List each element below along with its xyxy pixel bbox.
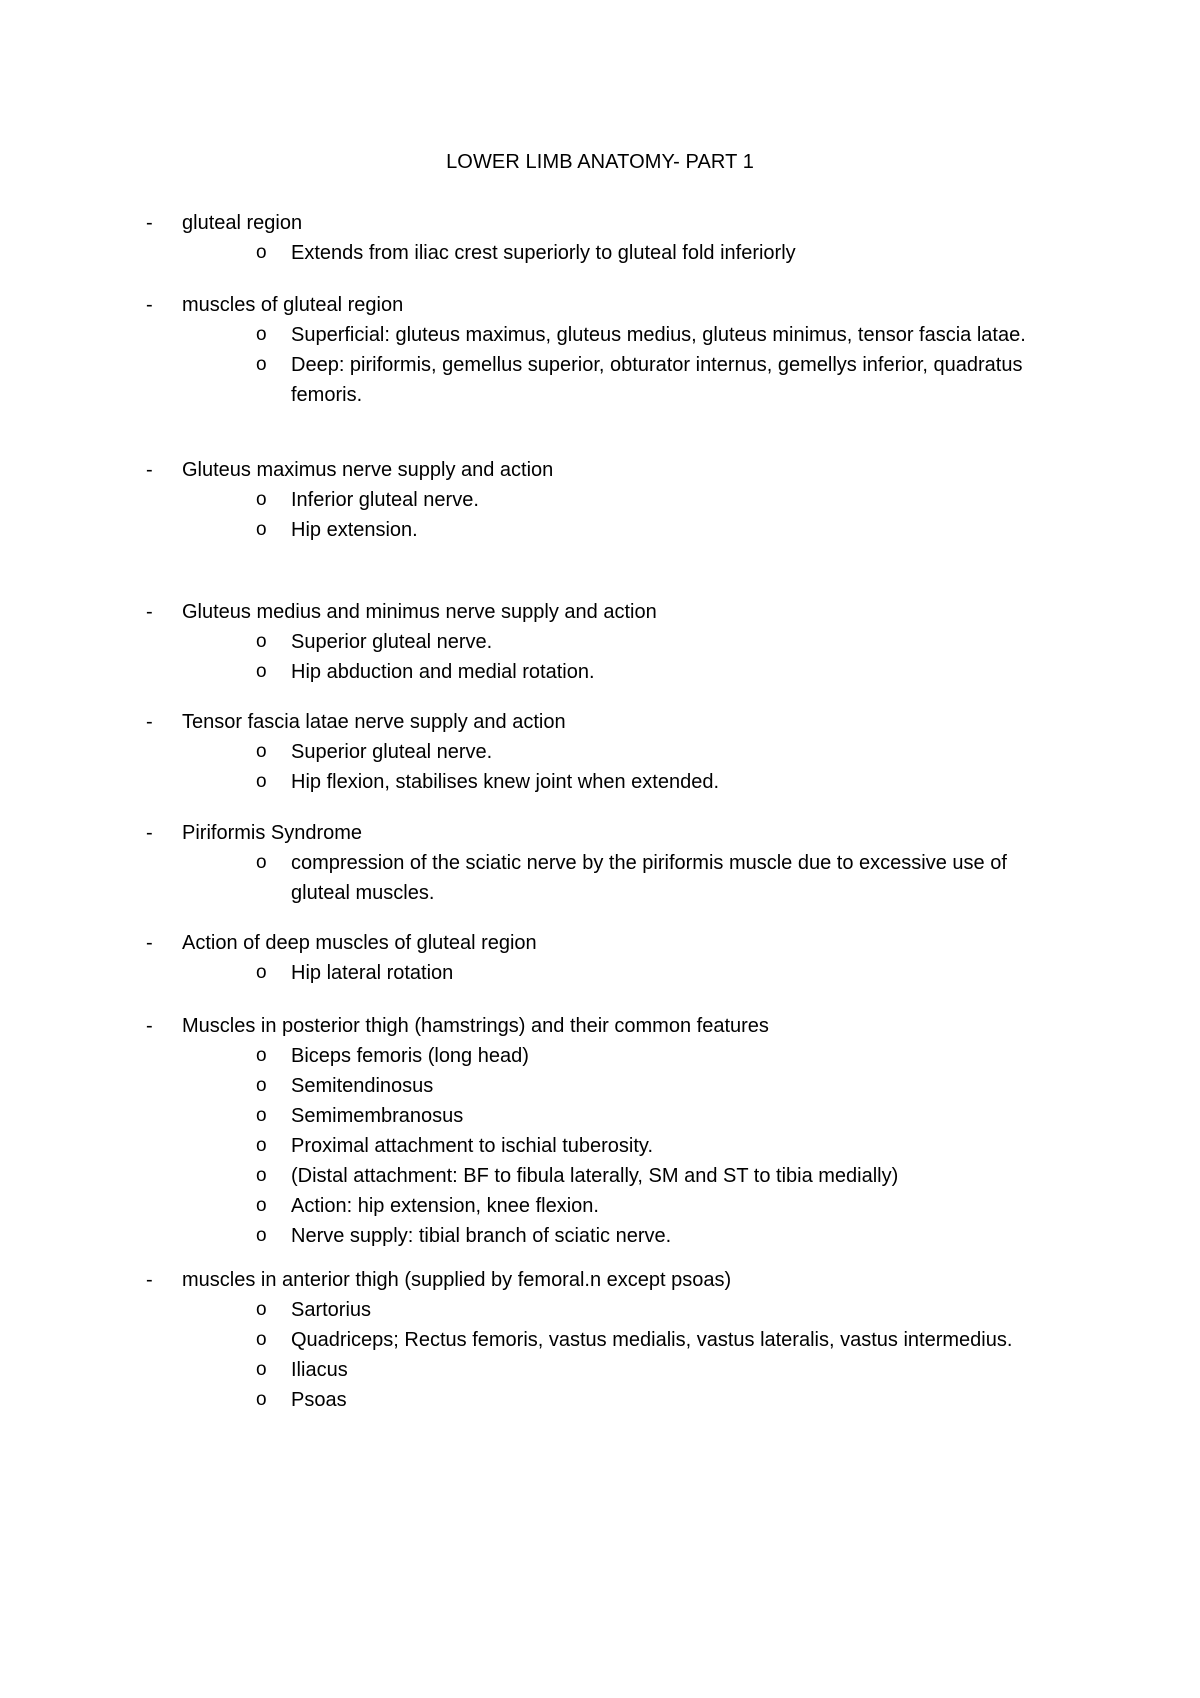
section-heading-text: gluteal region [182,212,303,234]
list-item [0,1191,1200,1221]
dash-bullet: - [146,459,153,481]
dash-bullet: - [146,212,153,234]
section [0,928,1200,988]
list-item [0,657,1200,687]
dash-bullet: - [146,822,153,844]
list-item-text: Quadriceps; Rectus femoris, vastus medialis, vastus lateralis, vastus intermedius. [291,1329,1013,1351]
circle-bullet: o [256,1135,267,1156]
section [0,1011,1200,1251]
list-item-text: Deep: piriformis, gemellus superior, obturator internus, gemellys inferior, quadratus femoris. [291,354,1023,406]
list-item [0,1221,1200,1251]
list-item-text: Superficial: gluteus maximus, gluteus medius, gluteus minimus, tensor fascia latae. [291,324,1026,346]
section [0,290,1200,410]
section-heading [0,707,1200,737]
section-heading [0,597,1200,627]
dash-bullet: - [146,1269,153,1291]
section-heading-text: Piriformis Syndrome [182,822,363,844]
list-item-text: Inferior gluteal nerve. [291,489,479,511]
circle-bullet: o [256,661,267,682]
list-item [0,958,1200,988]
list-item-text: Hip lateral rotation [291,962,454,984]
section-heading [0,290,1200,320]
section-heading-text: Tensor fascia latae nerve supply and action [182,711,566,733]
section-heading-text: muscles of gluteal region [182,294,404,316]
section-heading-text: Gluteus medius and minimus nerve supply and action [182,601,657,623]
section [0,597,1200,687]
list-item-text: Proximal attachment to ischial tuberosity. [291,1135,654,1157]
dash-bullet: - [146,294,153,316]
list-item [0,848,1200,908]
dash-bullet: - [146,932,153,954]
list-item-text: Hip abduction and medial rotation. [291,661,595,683]
page-title: LOWER LIMB ANATOMY- PART 1 [446,151,754,173]
list-item-text: Sartorius [291,1299,372,1321]
list-item-text: Extends from iliac crest superiorly to gluteal fold inferiorly [291,242,796,264]
circle-bullet: o [256,1359,267,1380]
section [0,818,1200,908]
section-heading-text: Gluteus maximus nerve supply and action [182,459,554,481]
list-item [0,1295,1200,1325]
list-item [0,320,1200,350]
circle-bullet: o [256,1299,267,1320]
list-item [0,1071,1200,1101]
circle-bullet: o [256,519,267,540]
list-item-text: (Distal attachment: BF to fibula laterally, SM and ST to tibia medially) [291,1165,899,1187]
circle-bullet: o [256,1045,267,1066]
list-item-text: Semitendinosus [291,1075,434,1097]
dash-bullet: - [146,601,153,623]
list-item [0,1161,1200,1191]
list-item-text: Superior gluteal nerve. [291,741,493,763]
list-item-text: Superior gluteal nerve. [291,631,493,653]
section-heading-text: Action of deep muscles of gluteal region [182,932,537,954]
section [0,707,1200,797]
list-item [0,737,1200,767]
list-item [0,515,1200,545]
list-item-text: Action: hip extension, knee flexion. [291,1195,599,1217]
circle-bullet: o [256,741,267,762]
list-item [0,627,1200,657]
section-heading [0,1265,1200,1295]
list-item-text: Semimembranosus [291,1105,464,1127]
circle-bullet: o [256,354,267,375]
section-heading [0,1011,1200,1041]
list-item [0,767,1200,797]
section-heading [0,928,1200,958]
list-item [0,1101,1200,1131]
list-item [0,350,1200,410]
list-item-text: Biceps femoris (long head) [291,1045,529,1067]
list-item [0,1385,1200,1415]
list-item-text: Hip flexion, stabilises knew joint when extended. [291,771,720,793]
circle-bullet: o [256,1225,267,1246]
circle-bullet: o [256,1329,267,1350]
circle-bullet: o [256,852,267,873]
list-item-text: compression of the sciatic nerve by the piriformis muscle due to excessive use of gluteal muscles. [291,852,1007,904]
circle-bullet: o [256,324,267,345]
section [0,1265,1200,1415]
circle-bullet: o [256,1105,267,1126]
list-item-text: Nerve supply: tibial branch of sciatic nerve. [291,1225,672,1247]
section-heading [0,455,1200,485]
list-item [0,1041,1200,1071]
circle-bullet: o [256,1165,267,1186]
list-item-text: Psoas [291,1389,347,1411]
section-heading-text: muscles in anterior thigh (supplied by femoral.n except psoas) [182,1269,732,1291]
circle-bullet: o [256,489,267,510]
section-heading [0,208,1200,238]
circle-bullet: o [256,1195,267,1216]
list-item [0,485,1200,515]
circle-bullet: o [256,1389,267,1410]
list-item-text: Hip extension. [291,519,418,541]
dash-bullet: - [146,711,153,733]
circle-bullet: o [256,242,267,263]
circle-bullet: o [256,962,267,983]
circle-bullet: o [256,771,267,792]
circle-bullet: o [256,1075,267,1096]
list-item [0,1325,1200,1355]
list-item [0,238,1200,268]
section-heading-text: Muscles in posterior thigh (hamstrings) and their common features [182,1015,769,1037]
circle-bullet: o [256,631,267,652]
dash-bullet: - [146,1015,153,1037]
list-item [0,1131,1200,1161]
section [0,208,1200,268]
list-item-text: Iliacus [291,1359,348,1381]
section [0,455,1200,545]
section-heading [0,818,1200,848]
list-item [0,1355,1200,1385]
